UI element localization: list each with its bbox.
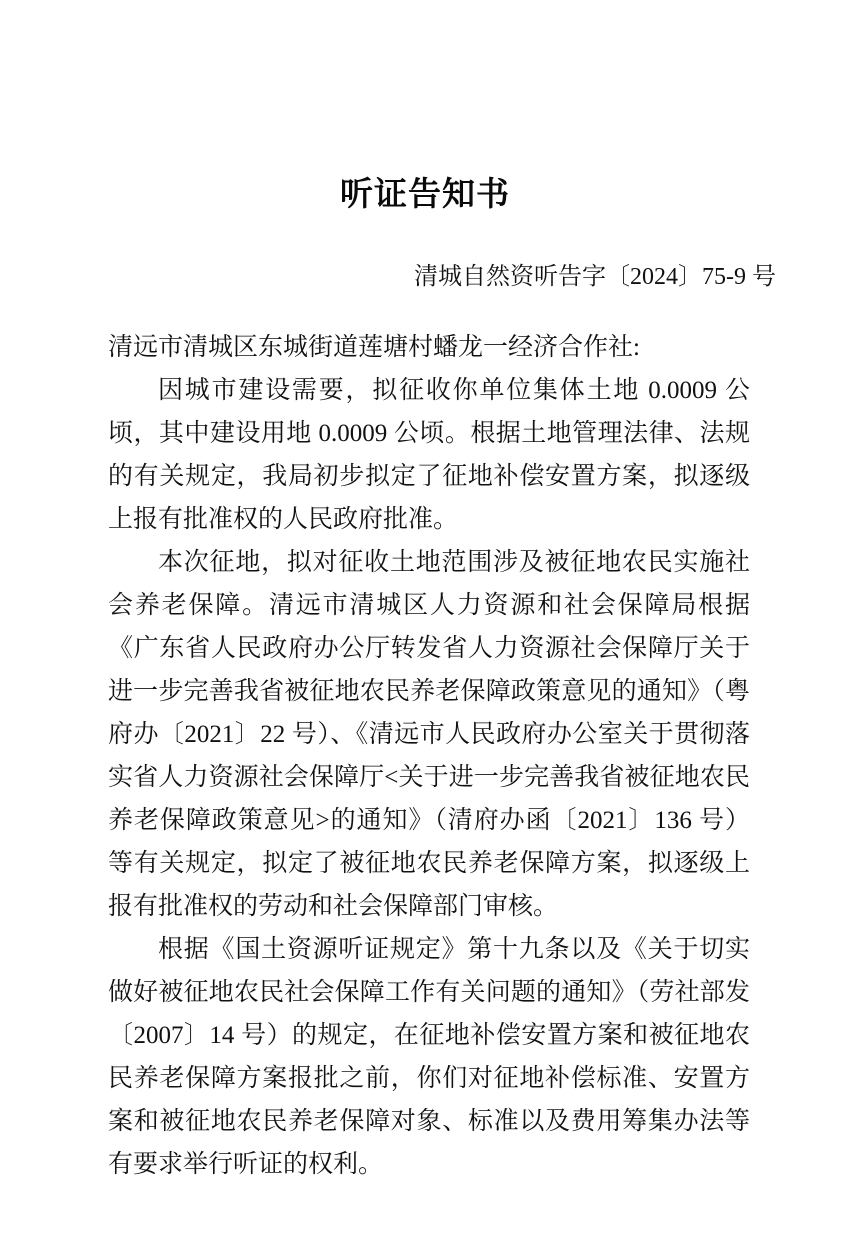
paragraph-social-security: 本次征地，拟对征收土地范围涉及被征地农民实施社会养老保障。清远市清城区人力资源和社会保障局根据《广东省人民政府办公厅转发省人力资源社会保障厅关于进一步完善我省被征地农民养老保障政策意见的通知》（粤府办〔2021〕22 号）、《清远市人民政府办公室关于贯彻落实省人力资源社会保障厅<关于进一步完善我省被征地农民养老保障政策意见>的通知》（清府办函〔2021〕136 号）等有关规定，拟定了被征地农民养老保障方案，拟逐级上报有批准权的劳动和社会保障部门审核。	[108, 549, 750, 920]
document-number: 清城自然资听告字〔2024〕75-9 号	[414, 264, 776, 290]
paragraph-land-acquisition: 因城市建设需要，拟征收你单位集体土地 0.0009 公顷，其中建设用地 0.0009 公顷。根据土地管理法律、法规的有关规定，我局初步拟定了征地补偿安置方案，拟逐级上报有批准权的人民政府批准。	[108, 377, 750, 533]
document-body	[108, 326, 750, 1186]
document-title: 听证告知书	[340, 175, 510, 212]
recipient-line: 清远市清城区东城街道莲塘村蟠龙一经济合作社:	[108, 334, 640, 361]
paragraph-hearing-rights: 根据《国土资源听证规定》第十九条以及《关于切实做好被征地农民社会保障工作有关问题的通知》（劳社部发〔2007〕14 号）的规定，在征地补偿安置方案和被征地农民养老保障方案报批之前，你们对征地补偿标准、安置方案和被征地农民养老保障对象、标准以及费用筹集办法等有要求举行听证的权利。	[108, 936, 750, 1178]
